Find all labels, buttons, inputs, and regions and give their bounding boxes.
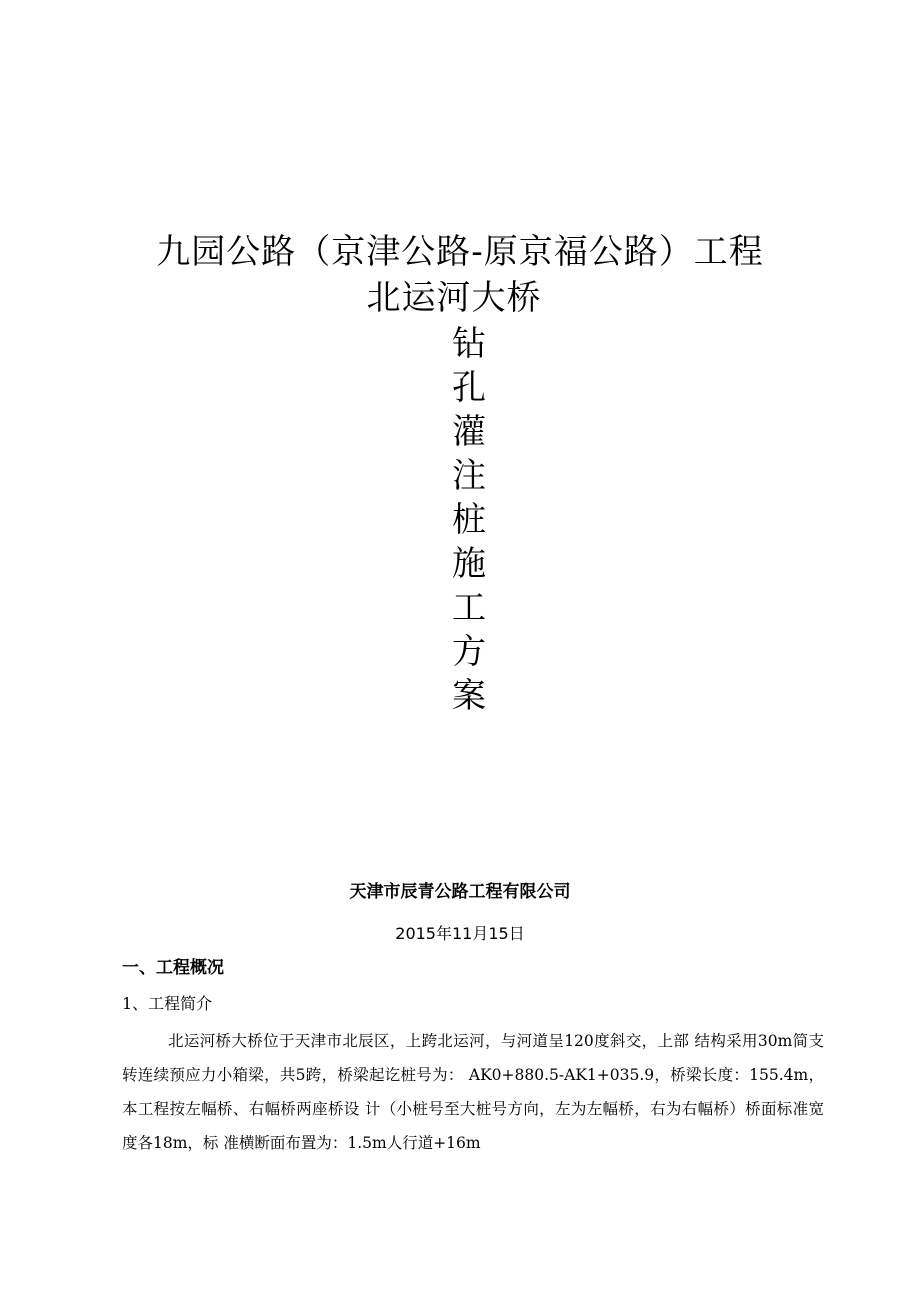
vertical-title-char: 灌 — [452, 412, 486, 452]
company-name: 天津市辰青公路工程有限公司 — [349, 882, 571, 902]
vertical-title-char: 方 — [452, 632, 486, 672]
body-paragraph: 北运河桥大桥位于天津市北辰区，上跨北运河，与河道呈120度斜交，上部 结构采用30m简支转连续预应力小箱梁，共5跨，桥梁起讫桩号为： AK0+880.5-AK1+035.9，桥梁长度：155.4m，本工程按左幅桥、右幅桥两座桥设 计（小桩号至大桩号方向，左为左幅桥，右为右幅桥）桥面标准宽度各18m，标 准横断面布置为：1.5m人行道+16m — [122, 1032, 824, 1152]
section-heading: 一、工程概况 — [122, 958, 224, 978]
subsection-heading: 1、工程简介 — [122, 994, 213, 1013]
vertical-title-char: 施 — [452, 544, 486, 584]
vertical-title-char: 孔 — [452, 368, 486, 408]
vertical-title-char: 钻 — [452, 324, 486, 364]
document-title-line-2: 北运河大桥 — [366, 278, 542, 318]
document-title-line-1: 九园公路（京津公路-原京福公路）工程 — [156, 232, 764, 272]
vertical-title-char: 工 — [452, 588, 486, 628]
vertical-title-char: 案 — [452, 676, 486, 716]
vertical-title-char: 桩 — [452, 500, 486, 540]
vertical-title — [449, 324, 489, 720]
vertical-title-char: 注 — [452, 456, 486, 496]
document-date: 2015年11月15日 — [395, 924, 525, 943]
